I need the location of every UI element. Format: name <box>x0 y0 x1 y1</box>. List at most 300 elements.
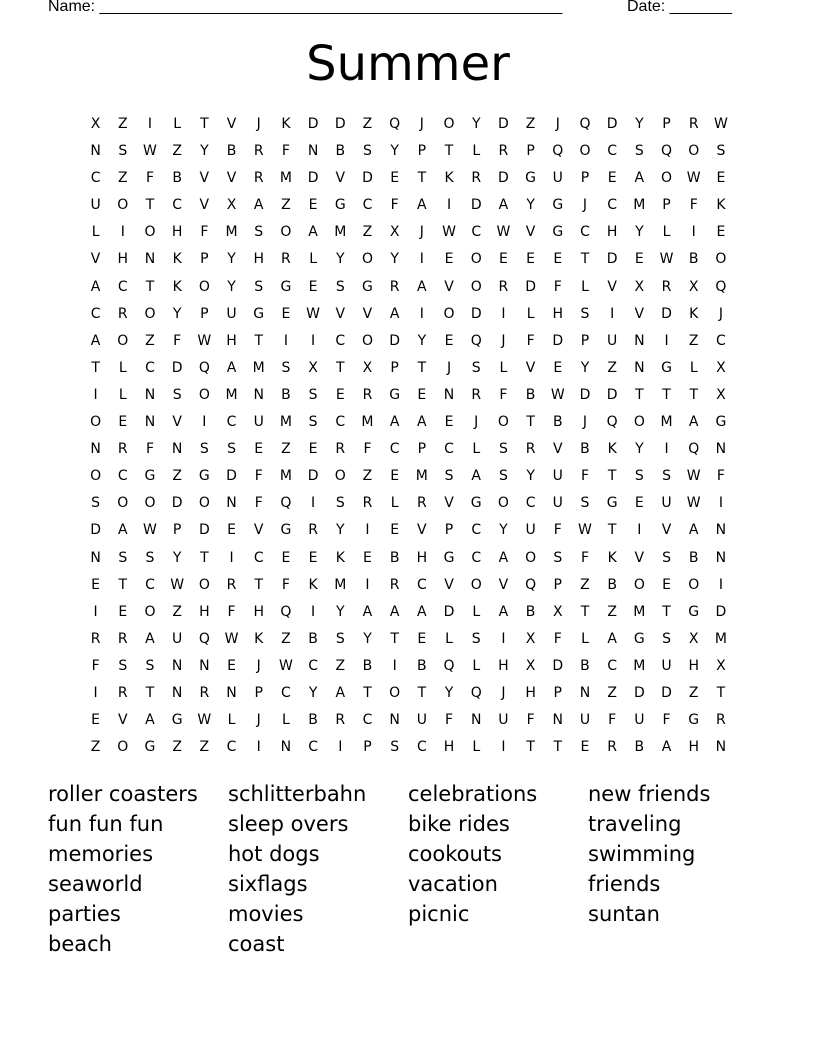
grid-letter: O <box>579 143 591 160</box>
grid-letter: C <box>90 170 101 187</box>
grid-letter: N <box>715 739 727 756</box>
grid-letter: G <box>715 414 727 431</box>
grid-letter: R <box>199 684 210 701</box>
grid-letter: W <box>550 386 565 403</box>
grid-letter: I <box>147 116 153 132</box>
grid-letter: M <box>633 197 646 214</box>
grid-letter: R <box>661 278 672 295</box>
grid-letter: N <box>199 657 210 674</box>
grid-letter: D <box>362 170 373 187</box>
grid-letter: X <box>90 116 101 132</box>
grid-letter: R <box>498 143 509 160</box>
grid-letter: Z <box>172 143 182 160</box>
grid-letter: H <box>688 739 699 756</box>
grid-letter: U <box>498 712 509 729</box>
grid-letter: R <box>607 739 618 756</box>
word-bank-item: parties <box>48 902 121 926</box>
grid-letter: K <box>689 305 699 322</box>
grid-letter: M <box>225 224 238 241</box>
grid-letter: U <box>607 332 618 349</box>
grid-letter: D <box>498 116 509 132</box>
word-bank-item: fun fun fun <box>48 812 164 836</box>
grid-letter: C <box>117 278 128 295</box>
grid-letter: Q <box>552 143 564 160</box>
word-bank-item: celebrations <box>408 782 538 806</box>
grid-letter: N <box>144 414 156 431</box>
grid-letter: P <box>662 116 671 132</box>
grid-letter: L <box>662 224 671 241</box>
word-bank-item: friends <box>588 872 661 896</box>
grid-letter: O <box>198 278 210 295</box>
grid-letter: W <box>197 332 212 349</box>
grid-letter: H <box>199 603 210 620</box>
grid-letter: J <box>501 332 506 349</box>
page-title: Summer <box>306 36 510 92</box>
word-bank-item: sleep overs <box>228 812 349 836</box>
grid-letter: B <box>688 251 699 268</box>
grid-letter: P <box>200 305 209 322</box>
grid-letter: F <box>363 441 372 458</box>
grid-letter: M <box>279 468 292 485</box>
grid-letter: X <box>226 197 237 214</box>
grid-letter: F <box>227 603 236 620</box>
grid-letter: A <box>498 603 509 620</box>
grid-letter: S <box>335 495 345 512</box>
grid-letter: D <box>389 332 401 349</box>
grid-letter: I <box>338 739 343 756</box>
grid-letter: E <box>227 522 236 539</box>
grid-letter: Z <box>281 441 291 458</box>
grid-letter: F <box>254 495 263 512</box>
grid-letter: Q <box>389 116 401 132</box>
grid-letter: X <box>688 278 699 295</box>
grid-letter: D <box>171 495 183 512</box>
grid-letter: V <box>634 549 645 566</box>
grid-letter: F <box>200 224 209 241</box>
grid-letter: W <box>686 468 701 485</box>
grid-letter: V <box>525 224 536 241</box>
grid-letter: L <box>472 143 481 160</box>
grid-letter: M <box>334 224 347 241</box>
grid-letter: G <box>171 712 183 729</box>
grid-letter: P <box>417 143 427 160</box>
grid-letter: Y <box>390 143 399 160</box>
grid-letter: R <box>416 495 427 512</box>
grid-letter: E <box>91 576 101 593</box>
grid-letter: B <box>362 657 373 674</box>
grid-letter: R <box>471 170 482 187</box>
grid-letter: D <box>171 359 183 376</box>
grid-letter: L <box>472 657 481 674</box>
grid-letter: Y <box>227 278 236 295</box>
grid-letter: D <box>606 116 618 132</box>
grid-letter: D <box>334 116 346 132</box>
word-bank-item: swimming <box>588 842 696 866</box>
grid-letter: D <box>552 332 564 349</box>
grid-letter: Y <box>580 359 590 376</box>
grid-letter: K <box>172 278 182 295</box>
grid-letter: T <box>145 278 155 295</box>
grid-letter: W <box>306 305 321 322</box>
grid-letter: Q <box>443 657 455 674</box>
grid-letter: O <box>198 576 210 593</box>
grid-letter: E <box>335 386 345 403</box>
grid-letter: U <box>661 657 672 674</box>
grid-letter: Y <box>336 603 345 620</box>
grid-letter: H <box>525 684 536 701</box>
word-bank-item: movies <box>228 902 304 926</box>
grid-letter: V <box>417 522 427 539</box>
grid-letter: A <box>145 630 155 647</box>
grid-letter: B <box>226 143 237 160</box>
grid-letter: T <box>254 576 263 593</box>
grid-letter: Z <box>580 576 590 593</box>
grid-letter: T <box>118 576 128 593</box>
grid-letter: K <box>607 549 617 566</box>
grid-letter: N <box>253 386 264 403</box>
grid-letter: R <box>253 170 264 187</box>
grid-letter: T <box>607 522 617 539</box>
grid-letter: D <box>715 603 727 620</box>
grid-letter: P <box>580 170 590 187</box>
grid-letter: S <box>118 143 128 160</box>
grid-letter: B <box>607 576 617 593</box>
grid-letter: H <box>171 224 183 241</box>
header <box>48 0 748 16</box>
grid-letter: O <box>144 305 156 322</box>
grid-letter: G <box>552 224 564 241</box>
grid-letter: D <box>307 170 319 187</box>
grid-letter: F <box>608 712 617 729</box>
grid-letter: M <box>252 359 265 376</box>
grid-letter: F <box>254 468 263 485</box>
word-bank-item: sixflags <box>228 872 308 896</box>
grid-letter: Z <box>362 116 373 132</box>
grid-letter: E <box>390 522 400 539</box>
grid-letter: H <box>226 332 237 349</box>
grid-letter: G <box>525 170 537 187</box>
grid-letter: B <box>552 414 563 431</box>
grid-letter: U <box>634 712 645 729</box>
grid-letter: Y <box>417 332 427 349</box>
grid-letter: J <box>256 657 261 674</box>
grid-letter: D <box>525 278 536 295</box>
grid-letter: D <box>498 170 509 187</box>
grid-letter: C <box>145 576 155 593</box>
grid-letter: Z <box>281 197 291 214</box>
grid-letter: F <box>580 468 589 485</box>
grid-letter: L <box>445 630 453 647</box>
grid-letter: B <box>525 386 536 403</box>
grid-letter: I <box>501 739 506 756</box>
grid-letter: L <box>499 359 508 376</box>
grid-letter: W <box>713 116 728 132</box>
grid-letter: F <box>499 386 508 403</box>
grid-letter: O <box>90 414 102 431</box>
grid-letter: S <box>118 549 128 566</box>
grid-letter: J <box>555 116 560 132</box>
grid-letter: X <box>634 278 645 295</box>
grid-letter: C <box>416 739 427 756</box>
grid-letter: Y <box>635 441 644 458</box>
grid-letter: A <box>389 603 400 620</box>
grid-letter: S <box>145 657 155 674</box>
grid-letter: A <box>335 684 346 701</box>
grid-letter: I <box>311 603 316 620</box>
grid-letter: A <box>389 305 400 322</box>
grid-letter: E <box>308 197 318 214</box>
grid-letter: N <box>715 549 727 566</box>
grid-letter: O <box>497 495 509 512</box>
grid-letter: Z <box>362 224 373 241</box>
grid-letter: Y <box>635 116 644 132</box>
grid-letter: X <box>688 630 699 647</box>
grid-letter: I <box>365 576 370 593</box>
grid-letter: X <box>389 224 400 241</box>
grid-letter: E <box>444 332 454 349</box>
grid-letter: D <box>606 251 618 268</box>
grid-letter: V <box>444 278 454 295</box>
grid-letter: T <box>200 549 209 566</box>
grid-letter: M <box>279 170 292 187</box>
grid-letter: V <box>226 116 237 132</box>
grid-letter: E <box>634 251 644 268</box>
grid-letter: S <box>281 359 291 376</box>
grid-letter: S <box>662 468 671 485</box>
grid-letter: Q <box>470 332 482 349</box>
grid-letter: U <box>552 170 563 187</box>
grid-letter: W <box>197 712 212 729</box>
grid-letter: E <box>390 468 400 485</box>
grid-letter: D <box>470 197 482 214</box>
grid-letter: V <box>226 170 237 187</box>
grid-letter: O <box>361 332 373 349</box>
grid-letter: P <box>553 684 562 701</box>
grid-letter: B <box>281 386 291 403</box>
grid-letter: J <box>718 305 723 322</box>
grid-letter: Z <box>281 630 291 647</box>
grid-letter: Y <box>444 684 454 701</box>
grid-letter: B <box>417 657 427 674</box>
grid-letter: Z <box>688 684 699 701</box>
grid-letter: C <box>525 495 536 512</box>
grid-letter: S <box>199 441 209 458</box>
grid-letter: K <box>607 441 617 458</box>
grid-letter: R <box>117 305 128 322</box>
grid-letter: L <box>309 251 317 268</box>
grid-letter: N <box>634 332 645 349</box>
grid-letter: V <box>444 495 454 512</box>
grid-letter: C <box>145 359 155 376</box>
grid-letter: Q <box>715 278 727 295</box>
word-bank-item: suntan <box>588 902 660 926</box>
grid-letter: T <box>444 143 454 160</box>
grid-letter: Z <box>117 116 128 132</box>
grid-letter: R <box>308 522 318 539</box>
word-bank-item: roller coasters <box>48 782 198 806</box>
grid-letter: G <box>144 468 156 485</box>
grid-letter: G <box>633 630 645 647</box>
grid-letter: G <box>144 739 156 756</box>
grid-letter: X <box>525 630 536 647</box>
grid-letter: Z <box>607 684 617 701</box>
grid-letter: H <box>253 251 264 268</box>
grid-letter: O <box>117 332 129 349</box>
word-bank-item: new friends <box>588 782 711 806</box>
grid-letter: G <box>389 386 401 403</box>
grid-letter: Y <box>172 549 182 566</box>
grid-letter: A <box>688 522 699 539</box>
grid-letter: O <box>443 116 455 132</box>
grid-letter: A <box>498 549 509 566</box>
word-bank-item: hot dogs <box>228 842 320 866</box>
grid-letter: S <box>471 359 481 376</box>
grid-letter: W <box>496 224 511 241</box>
grid-letter: V <box>498 576 509 593</box>
grid-letter: F <box>526 332 535 349</box>
grid-letter: P <box>417 441 427 458</box>
grid-letter: J <box>582 197 588 214</box>
grid-letter: X <box>716 386 726 403</box>
grid-letter: I <box>691 224 696 241</box>
grid-letter: O <box>144 224 156 241</box>
grid-letter: F <box>145 170 154 187</box>
grid-letter: C <box>335 332 346 349</box>
grid-letter: O <box>117 739 129 756</box>
grid-letter: L <box>91 224 100 241</box>
grid-letter: V <box>525 359 536 376</box>
grid-letter: B <box>335 143 346 160</box>
grid-letter: B <box>688 549 699 566</box>
grid-letter: B <box>389 549 400 566</box>
grid-letter: Z <box>172 603 182 620</box>
grid-letter: S <box>634 468 644 485</box>
grid-letter: E <box>308 441 318 458</box>
grid-letter: K <box>172 251 182 268</box>
grid-letter: O <box>633 414 645 431</box>
grid-letter: J <box>582 414 588 431</box>
grid-letter: U <box>552 495 563 512</box>
grid-letter: A <box>607 630 617 647</box>
grid-letter: R <box>226 576 237 593</box>
grid-letter: S <box>308 414 318 431</box>
grid-letter: S <box>91 495 101 512</box>
grid-letter: T <box>417 684 427 701</box>
grid-letter: N <box>90 549 101 566</box>
grid-letter: A <box>417 278 427 295</box>
grid-letter: C <box>117 468 128 485</box>
grid-letter: T <box>635 386 644 403</box>
grid-letter: T <box>689 386 698 403</box>
grid-letter: A <box>661 739 672 756</box>
grid-letter: N <box>226 684 237 701</box>
grid-letter: K <box>444 170 454 187</box>
grid-letter: S <box>363 143 372 160</box>
grid-letter: V <box>253 522 264 539</box>
grid-letter: A <box>389 414 400 431</box>
grid-letter: A <box>145 712 155 729</box>
grid-letter: G <box>362 278 373 295</box>
grid-letter: O <box>470 278 482 295</box>
grid-letter: N <box>307 143 319 160</box>
grid-letter: Y <box>200 143 209 160</box>
grid-letter: Z <box>199 739 210 756</box>
grid-letter: B <box>580 441 590 458</box>
grid-letter: O <box>90 468 102 485</box>
grid-letter: P <box>254 684 263 701</box>
grid-letter: L <box>118 386 127 403</box>
grid-letter: Z <box>525 116 536 132</box>
grid-letter: T <box>553 739 563 756</box>
grid-letter: Z <box>607 603 617 620</box>
grid-letter: F <box>580 549 589 566</box>
grid-letter: N <box>715 441 727 458</box>
grid-letter: U <box>253 414 264 431</box>
grid-letter: Q <box>470 684 482 701</box>
grid-letter: U <box>172 630 183 647</box>
grid-letter: E <box>498 251 508 268</box>
grid-letter: O <box>117 197 129 214</box>
grid-letter: N <box>470 712 482 729</box>
grid-letter: W <box>686 170 701 187</box>
grid-letter: C <box>253 549 264 566</box>
grid-letter: T <box>662 603 671 620</box>
grid-letter: P <box>444 522 454 539</box>
grid-letter: C <box>444 441 454 458</box>
grid-letter: D <box>470 305 482 322</box>
grid-letter: O <box>280 224 292 241</box>
grid-letter: H <box>416 549 428 566</box>
grid-letter: O <box>688 143 700 160</box>
grid-letter: A <box>117 522 128 539</box>
grid-letter: V <box>607 278 617 295</box>
grid-letter: U <box>661 495 672 512</box>
grid-letter: A <box>471 468 481 485</box>
grid-letter: M <box>415 468 428 485</box>
grid-letter: T <box>145 684 155 701</box>
grid-letter: C <box>281 684 291 701</box>
grid-letter: W <box>686 495 701 512</box>
grid-letter: G <box>280 278 292 295</box>
grid-letter: O <box>144 495 156 512</box>
grid-letter: R <box>525 441 536 458</box>
grid-letter: P <box>580 332 590 349</box>
grid-letter: W <box>578 522 592 539</box>
grid-letter: Y <box>526 468 535 485</box>
grid-letter: S <box>498 468 508 485</box>
grid-letter: C <box>226 739 237 756</box>
grid-letter: R <box>389 576 400 593</box>
grid-letter: X <box>308 359 318 376</box>
grid-letter: H <box>688 657 699 674</box>
name-field-label: Name: ____________________________________________________ <box>48 0 563 15</box>
grid-letter: N <box>90 143 101 160</box>
grid-letter: I <box>311 495 316 512</box>
grid-letter: E <box>254 441 264 458</box>
grid-letter: F <box>553 630 562 647</box>
grid-letter: D <box>633 684 645 701</box>
grid-letter: O <box>525 549 537 566</box>
grid-letter: U <box>226 305 237 322</box>
grid-letter: I <box>229 549 234 566</box>
grid-letter: G <box>688 712 700 729</box>
grid-letter: D <box>90 522 101 539</box>
grid-letter: F <box>91 657 100 674</box>
grid-letter: L <box>227 712 236 729</box>
grid-letter: R <box>117 684 128 701</box>
grid-letter: G <box>198 468 210 485</box>
grid-letter: J <box>474 414 479 431</box>
